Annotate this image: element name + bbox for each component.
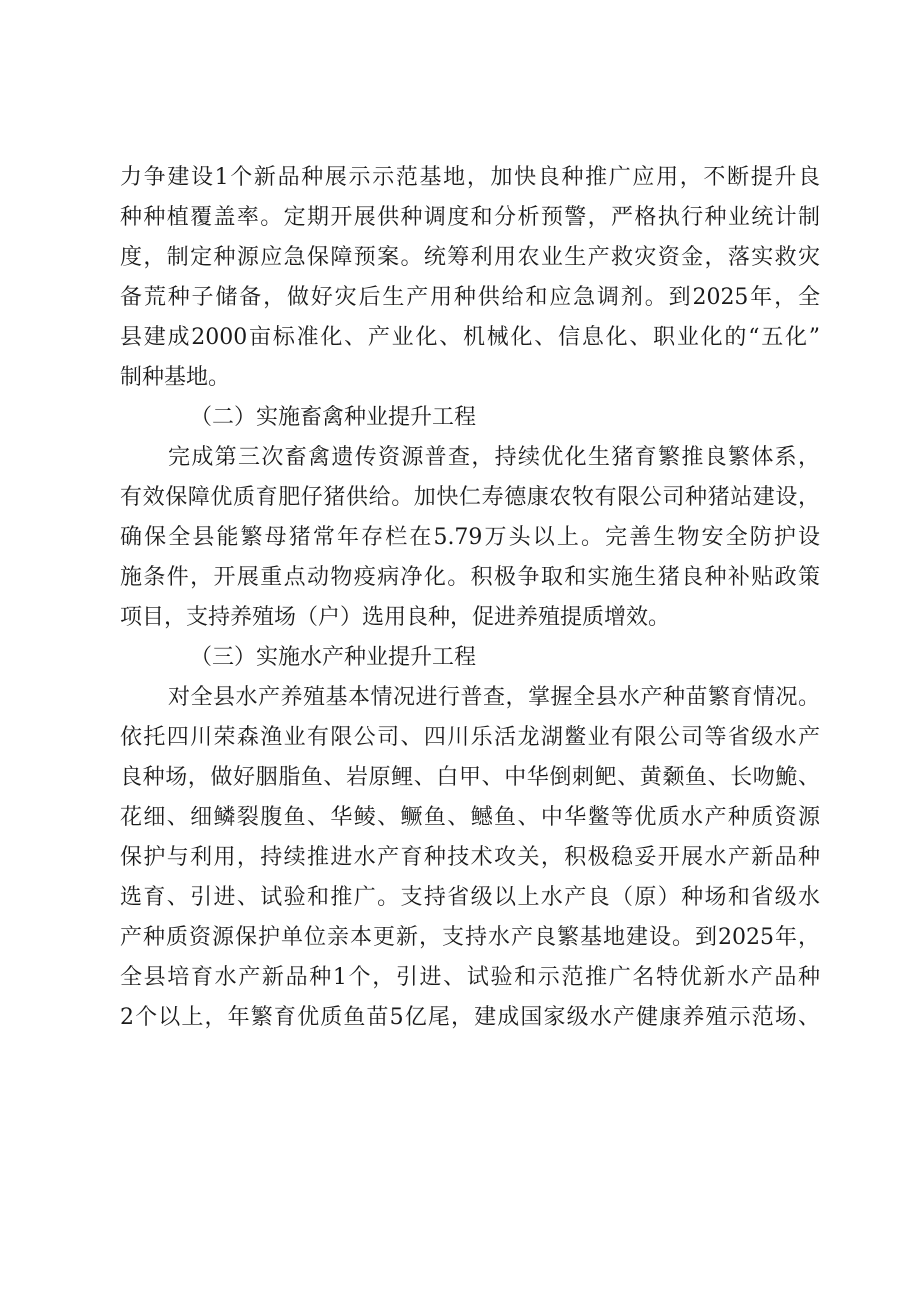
text-line: 度，制定种源应急保障预案。统筹利用农业生产救灾资金，落实救灾	[120, 245, 820, 270]
text-line: 备荒种子储备，做好灾后生产用种供给和应急调剂。到2025年，全	[120, 285, 820, 310]
paragraph-seed-base	[120, 158, 820, 398]
paragraph-livestock	[120, 438, 820, 638]
text-line: 项目，支持养殖场（户）选用良种，促进养殖提质增效。	[120, 605, 671, 630]
text-line: 确保全县能繁母猪常年存栏在5.79万头以上。完善生物安全防护设	[120, 525, 820, 550]
text-line: 保护与利用，持续推进水产育种技术攻关，积极稳妥开展水产新品种	[120, 845, 820, 870]
text-line: 产种质资源保护单位亲本更新，支持水产良繁基地建设。到2025年，	[120, 925, 820, 950]
section-heading-livestock: （二）实施畜禽种业提升工程	[190, 405, 477, 430]
section-heading-aquatic: （三）实施水产种业提升工程	[190, 645, 477, 670]
document-body	[120, 158, 820, 1038]
text-line: 选育、引进、试验和推广。支持省级以上水产良（原）种场和省级水	[120, 885, 820, 910]
text-line: 花细、细鳞裂腹鱼、华鲮、鳜鱼、鳡鱼、中华鳖等优质水产种质资源	[120, 805, 820, 830]
text-line: 依托四川荣森渔业有限公司、四川乐活龙湖鳖业有限公司等省级水产	[120, 725, 820, 750]
text-line: 良种场，做好胭脂鱼、岩原鲤、白甲、中华倒刺鲃、黄颡鱼、长吻鮠、	[120, 765, 820, 790]
text-line: 制种基地。	[120, 365, 231, 390]
text-line: 对全县水产养殖基本情况进行普查，掌握全县水产种苗繁育情况。	[168, 685, 820, 710]
text-line: 全县培育水产新品种1个，引进、试验和示范推广名特优新水产品种	[120, 965, 820, 990]
text-line: 2个以上，年繁育优质鱼苗5亿尾，建成国家级水产健康养殖示范场、	[120, 1005, 820, 1030]
text-line: 完成第三次畜禽遗传资源普查，持续优化生猪育繁推良繁体系，	[168, 445, 820, 470]
text-line: 有效保障优质育肥仔猪供给。加快仁寿德康农牧有限公司种猪站建设，	[120, 485, 820, 510]
text-line: 县建成2000亩标准化、产业化、机械化、信息化、职业化的“五化”	[120, 325, 820, 350]
text-line: 种种植覆盖率。定期开展供种调度和分析预警，严格执行种业统计制	[120, 205, 820, 230]
paragraph-aquatic	[120, 678, 820, 1038]
text-line: 力争建设1个新品种展示示范基地，加快良种推广应用，不断提升良	[120, 165, 820, 190]
text-line: 施条件，开展重点动物疫病净化。积极争取和实施生猪良种补贴政策	[120, 565, 820, 590]
